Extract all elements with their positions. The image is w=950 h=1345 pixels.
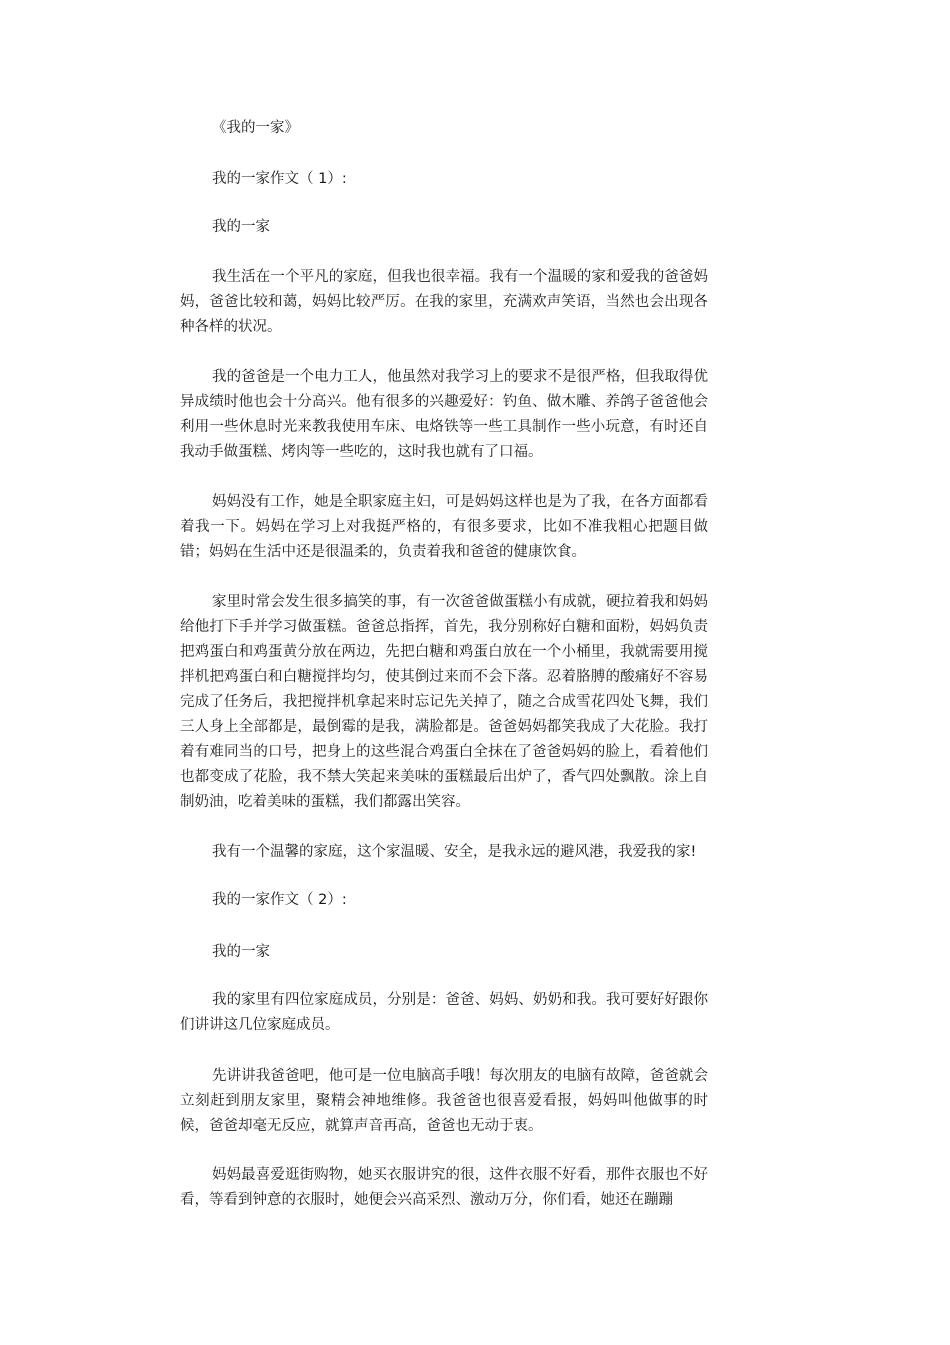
essay-2-heading: 我的一家作文（ 2）: xyxy=(212,892,347,908)
essay-1-heading: 我的一家作文（ 1）: xyxy=(212,171,347,187)
essay-1-subtitle: 我的一家 xyxy=(212,219,270,235)
essay-2-paragraph-2: 先讲讲我爸爸吧，他可是一位电脑高手哦！每次朋友的电脑有故障，爸爸就会立刻赶到朋友家里，聚精会神地维修。我爸爸也很喜爱看报，妈妈叫他做事的时候，爸爸却毫无反应，就算声音再高，爸爸也无动于衷。 xyxy=(180,1068,708,1134)
essay-2-paragraph-1: 我的家里有四位家庭成员，分别是：爸爸、妈妈、奶奶和我。我可要好好跟你们讲讲这几位家庭成员。 xyxy=(180,992,708,1033)
essay-2-paragraph-3: 妈妈最喜爱逛街购物，她买衣服讲究的很，这件衣服不好看，那件衣服也不好看，等看到钟意的衣服时，她便会兴高采烈、激动万分，你们看，她还在蹦蹦 xyxy=(180,1167,708,1208)
essay-1-paragraph-1: 我生活在一个平凡的家庭，但我也很幸福。我有一个温暖的家和爱我的爸爸妈妈，爸爸比较和蔼，妈妈比较严厉。在我的家里，充满欢声笑语，当然也会出现各种各样的状况。 xyxy=(180,269,708,335)
essay-1-paragraph-2: 我的爸爸是一个电力工人，他虽然对我学习上的要求不是很严格，但我取得优异成绩时他也会十分高兴。他有很多的兴趣爱好：钓鱼、做木雕、养鸽子爸爸他会利用一些休息时光来教我使用车床、电烙铁等一些工具制作一些小玩意，有时还自我动手做蛋糕、烤肉等一些吃的，这时我也就有了口福。 xyxy=(180,369,708,460)
essay-1-paragraph-3: 妈妈没有工作，她是全职家庭主妇，可是妈妈这样也是为了我，在各方面都看着我一下。妈妈在学习上对我挺严格的，有很多要求，比如不准我粗心把题目做错；妈妈在生活中还是很温柔的，负责着我和爸爸的健康饮食。 xyxy=(180,494,708,560)
essay-1-paragraph-4: 家里时常会发生很多搞笑的事，有一次爸爸做蛋糕小有成就，硬拉着我和妈妈给他打下手并学习做蛋糕。爸爸总指挥，首先，我分别称好白糖和面粉，妈妈负责把鸡蛋白和鸡蛋黄分放在两边，先把白糖和鸡蛋白放在一个小桶里，我就需要用搅拌机把鸡蛋白和白糖搅拌均匀，使其倒过来而不会下落。忍着胳膊的酸痛好不容易完成了任务后，我把搅拌机拿起来时忘记先关掉了，随之合成雪花四处飞舞，我们三人身上全部都是，最倒霉的是我，满脸都是。爸爸妈妈都笑我成了大花脸。我打着有难同当的口号，把身上的这些混合鸡蛋白全抹在了爸爸妈妈的脸上，看着他们也都变成了花脸，我不禁大笑起来美味的蛋糕最后出炉了，香气四处飘散。涂上自制奶油，吃着美味的蛋糕，我们都露出笑容。 xyxy=(180,594,708,810)
essay-1-paragraph-5: 我有一个温馨的家庭，这个家温暖、安全，是我永远的避风港，我爱我的家! xyxy=(212,844,697,860)
essay-2-subtitle: 我的一家 xyxy=(212,944,270,960)
document-title: 《我的一家》 xyxy=(212,120,299,136)
